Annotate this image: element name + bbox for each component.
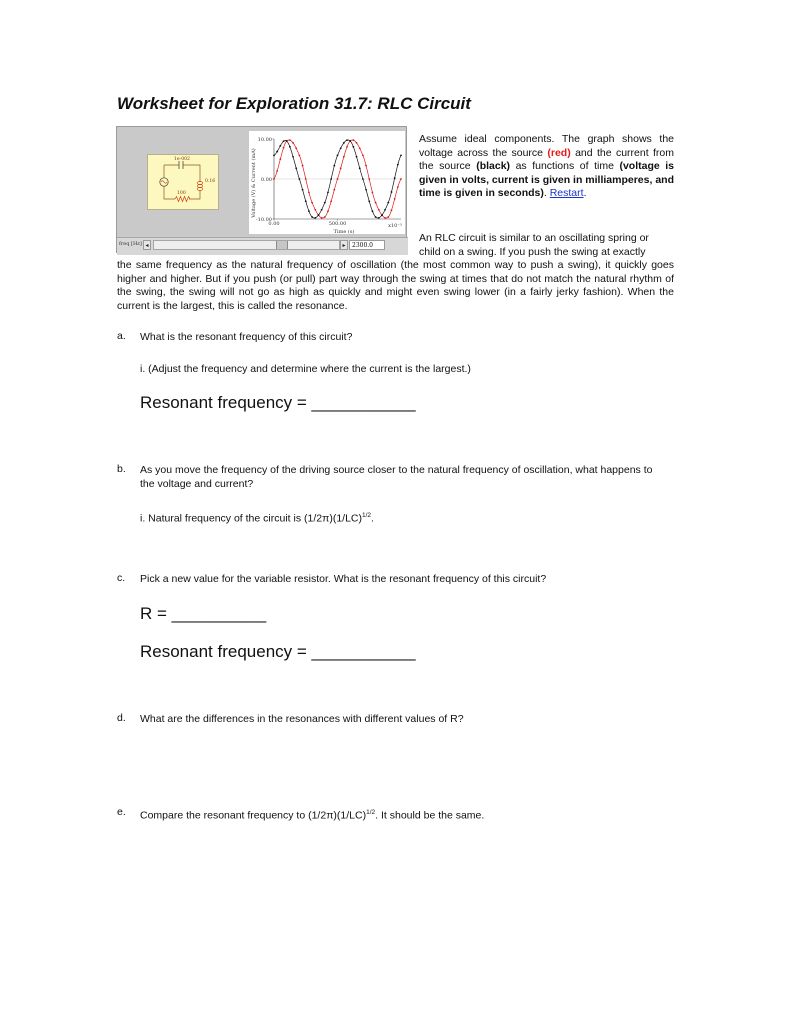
page-title: Worksheet for Exploration 31.7: RLC Circuit	[117, 94, 471, 113]
resistance-answer[interactable]: R = __________	[140, 604, 267, 623]
y-tick-label: -10.00	[255, 216, 272, 223]
analogy-line: An RLC circuit is similar to an oscillating spring or	[419, 232, 649, 244]
units-note: (voltage is given in volts, current is given in milliamperes, and time is given in seconds)	[419, 160, 675, 200]
x-scale-note: x10⁻³	[388, 223, 402, 229]
question-marker: c.	[117, 572, 126, 584]
simulation-applet	[116, 126, 407, 253]
voltage-current-plot	[249, 131, 405, 234]
question-e-part: Compare the resonant frequency to (1/2π)(1/LC)	[140, 809, 367, 822]
question-d-text: What are the differences in the resonances with different values of R?	[140, 713, 464, 725]
inductor-label: 0.16	[205, 179, 216, 184]
frequency-slider-thumb[interactable]	[276, 241, 288, 249]
intro-text: as functions of time	[510, 160, 620, 173]
analogy-lead	[419, 232, 679, 259]
frequency-control-bar	[117, 237, 408, 255]
x-tick-label: 0.00	[268, 221, 280, 227]
restart-link[interactable]: Restart	[549, 187, 584, 200]
question-b-text: As you move the frequency of the driving source closer to the natural frequency of oscillation, what happens to the voltage and current?	[140, 464, 653, 490]
ac-source-icon	[160, 178, 168, 186]
capacitor-label: 1e-002	[174, 157, 190, 162]
chart-svg	[249, 131, 405, 234]
y-tick-label: 10.00	[257, 136, 272, 143]
y-tick-label: 0.00	[260, 176, 272, 183]
red-word: (red)	[547, 146, 571, 159]
question-e-part: . It should be the same.	[375, 809, 485, 822]
x-axis-label: Time (s)	[333, 229, 355, 234]
question-c-text: Pick a new value for the variable resistor. What is the resonant frequency of this circuit?	[140, 573, 547, 585]
question-marker: d.	[117, 712, 126, 724]
frequency-input[interactable]: 2300.0	[349, 240, 385, 250]
hint-text: .	[371, 512, 374, 525]
intro-text: .	[543, 187, 550, 200]
inductor-coil	[197, 181, 202, 190]
question-b-hint	[140, 509, 374, 526]
intro-text: Assume ideal components. The graph shows the voltage across the source	[419, 133, 674, 159]
hint-text: i. Natural frequency of the circuit is (1/2π)(1/LC)	[140, 512, 362, 525]
black-word: (black)	[476, 160, 511, 173]
resonant-frequency-answer[interactable]: Resonant frequency = ___________	[140, 393, 416, 412]
resonant-frequency-answer-c[interactable]: Resonant frequency = ___________	[140, 642, 416, 661]
frequency-label: freq [Hz]	[119, 241, 142, 247]
frequency-slider[interactable]	[153, 240, 340, 250]
intro-paragraph	[419, 133, 674, 201]
question-e-text	[140, 806, 484, 823]
question-marker: a.	[117, 330, 126, 342]
question-a-text: What is the resonant frequency of this circuit?	[140, 331, 353, 343]
question-marker: b.	[117, 463, 126, 475]
question-e-superscript: 1/2	[366, 809, 376, 816]
scroll-right-button[interactable]: ▸	[340, 240, 348, 250]
y-axis-label: Voltage (V) & Current (mA)	[251, 148, 257, 218]
question-marker: e.	[117, 806, 126, 818]
scroll-left-button[interactable]: ◂	[143, 240, 151, 250]
question-a-hint: i. (Adjust the frequency and determine where the current is the largest.)	[140, 363, 471, 375]
intro-text: .	[583, 187, 587, 200]
circuit-diagram	[147, 154, 219, 210]
analogy-line: child on a swing. If you push the swing at exactly	[419, 245, 646, 258]
analogy-paragraph: the same frequency as the natural frequency of oscillation (the most common way to push a swing), it quickly goes higher and higher. But if you push (or pull) part way through the swing at times that do not match the natural rhythm of the swing, the swing will not go as high as quickly and might even swing lower (in a fairly jerky fashion). When the current is the largest, this is called the resonance.	[117, 259, 674, 312]
intro-text: and the current from the source	[419, 146, 674, 173]
x-tick-label: 500.00	[328, 221, 347, 227]
resistor-label[interactable]: 100	[177, 191, 186, 196]
hint-superscript: 1/2	[362, 512, 372, 519]
